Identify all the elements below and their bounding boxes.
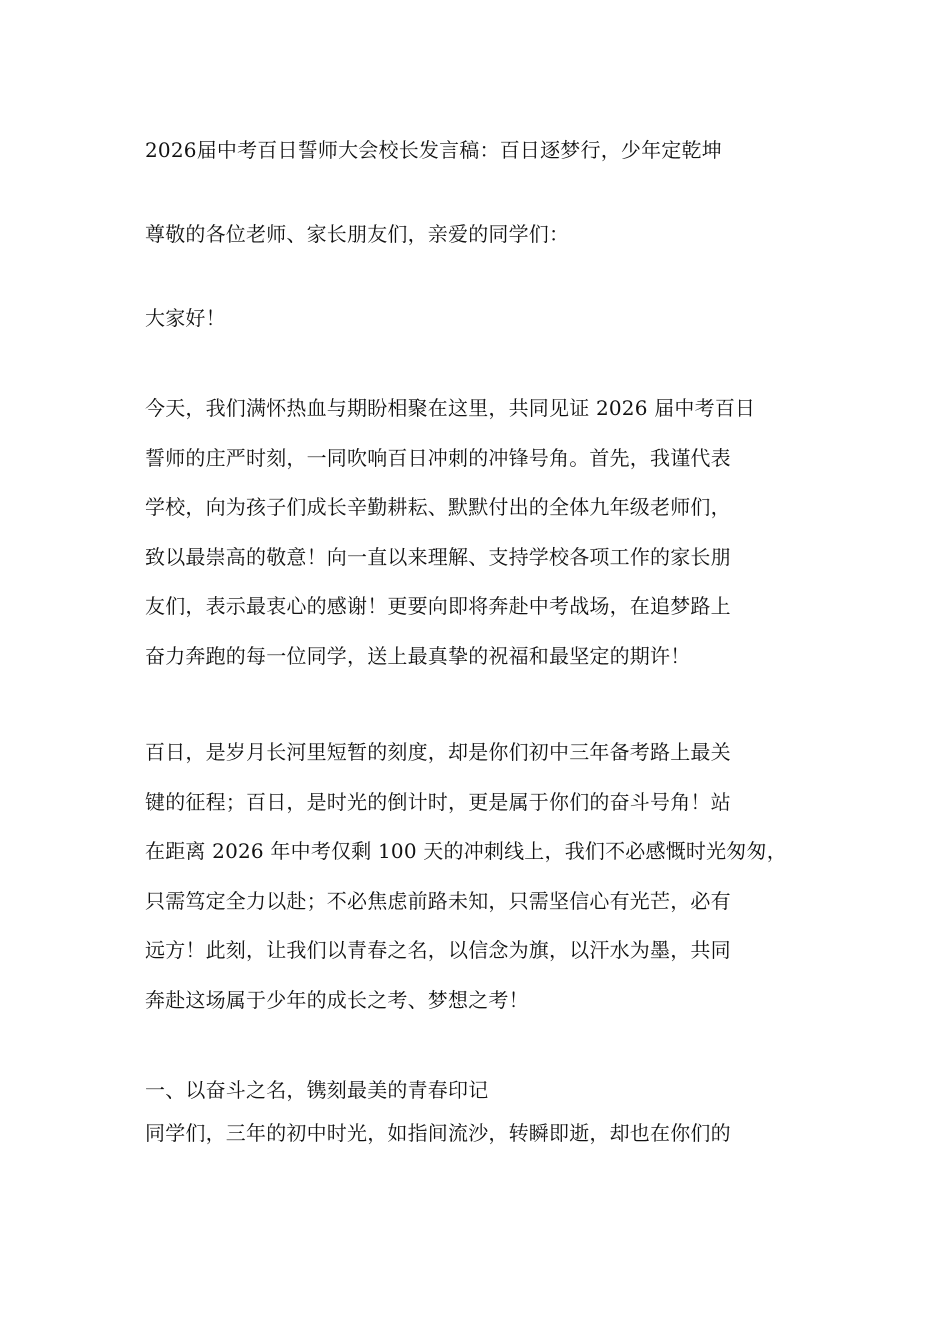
paragraph-line: 奔赴这场属于少年的成长之考、梦想之考！ [145,987,529,1012]
paragraph-line: 百日，是岁月长河里短暂的刻度，却是你们初中三年备考路上最关 [145,740,731,764]
paragraph-line: 同学们，三年的初中时光，如指间流沙，转瞬即逝，却也在你们的 [145,1121,731,1145]
paragraph-section1 [145,1109,810,1159]
greeting: 大家好！ [145,306,226,330]
paragraph-line: 致以最崇高的敬意！向一直以来理解、支持学校各项工作的家长朋 [145,544,731,569]
paragraph-line: 键的征程；百日，是时光的倒计时，更是属于你们的奋斗号角！站 [145,789,731,814]
paragraph-line: 远方！此刻，让我们以青春之名，以信念为旗，以汗水为墨，共同 [145,938,731,962]
paragraph-line: 奋力奔跑的每一位同学，送上最真挚的祝福和最坚定的期许！ [145,643,691,668]
paragraph-hundred-days [145,728,810,1025]
paragraph-line: 誓师的庄严时刻，一同吹响百日冲刺的冲锋号角。首先，我谨代表 [145,445,731,470]
paragraph-line: 在距离 2026 年中考仅剩 100 天的冲刺线上，我们不必感慨时光匆匆， [145,839,787,863]
paragraph-line: 学校，向为孩子们成长辛勤耕耘、默默付出的全体九年级老师们， [145,495,731,519]
document-title: 2026届中考百日誓师大会校长发言稿：百日逐梦行，少年定乾坤 [145,138,722,162]
paragraph-line: 只需笃定全力以赴；不必焦虑前路未知，只需坚信心有光芒，必有 [145,888,731,913]
document-body [145,132,810,1159]
paragraph-line: 今天，我们满怀热血与期盼相聚在这里，共同见证 2026 届中考百日 [145,396,756,420]
salutation: 尊敬的各位老师、家长朋友们，亲爱的同学们： [145,222,570,246]
paragraph-line: 友们，表示最衷心的感谢！更要向即将奔赴中考战场，在追梦路上 [145,594,731,618]
paragraph-intro [145,384,810,681]
section-heading: 一、以奋斗之名，镌刻最美的青春印记 [145,1078,489,1102]
